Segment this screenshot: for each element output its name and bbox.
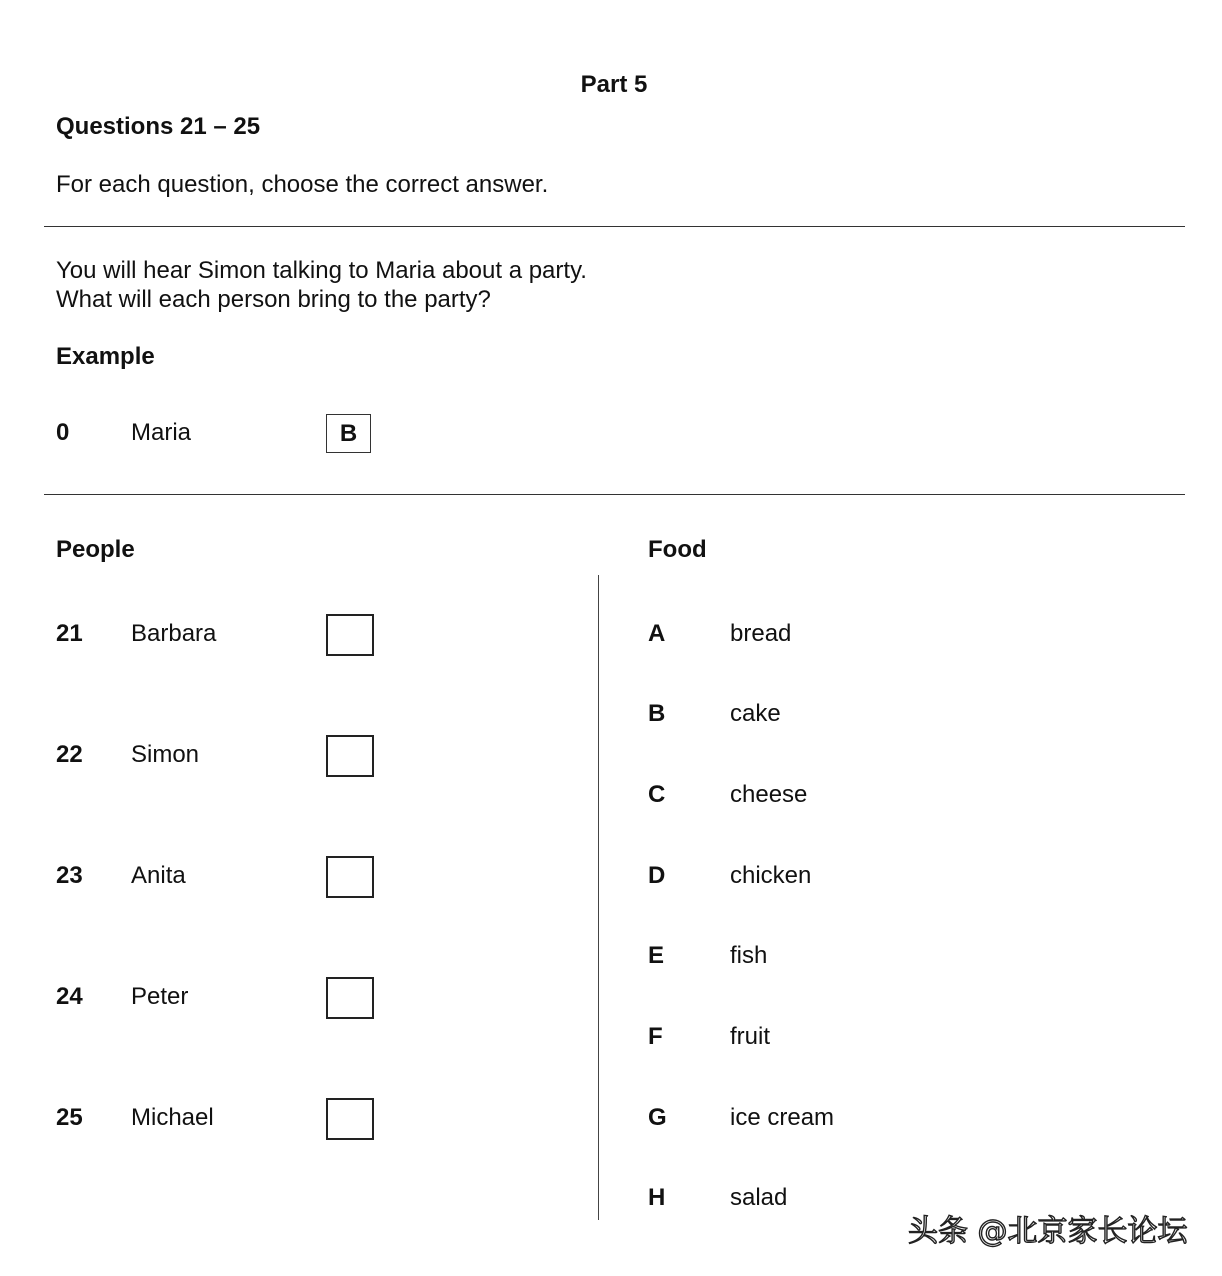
food-item-ice-cream: ice cream	[730, 1104, 835, 1131]
answer-box-21[interactable]	[326, 614, 374, 656]
food-item-cheese: cheese	[730, 781, 808, 808]
people-heading: People	[56, 536, 135, 563]
food-letter-c: C	[648, 781, 666, 808]
column-divider	[598, 575, 599, 1220]
example-number: 0	[56, 419, 70, 446]
answer-box-25[interactable]	[326, 1098, 374, 1140]
question-number: 24	[56, 983, 83, 1010]
example-answer: B	[339, 419, 358, 447]
food-letter-f: F	[648, 1023, 663, 1050]
example-heading: Example	[56, 343, 155, 370]
intro-line-1: You will hear Simon talking to Maria about a party.	[56, 257, 587, 284]
food-letter-b: B	[648, 700, 666, 727]
person-name: Peter	[131, 983, 189, 1010]
question-number: 23	[56, 862, 83, 889]
food-item-bread: bread	[730, 620, 792, 647]
person-name: Simon	[131, 741, 200, 768]
questions-range-heading: Questions 21 – 25	[56, 113, 261, 140]
example-name: Maria	[131, 419, 192, 446]
divider-top	[44, 226, 1185, 227]
person-name: Barbara	[131, 620, 217, 647]
answer-box-23[interactable]	[326, 856, 374, 898]
question-number: 22	[56, 741, 83, 768]
food-letter-a: A	[648, 620, 666, 647]
person-name: Anita	[131, 862, 186, 889]
food-item-cake: cake	[730, 700, 781, 727]
divider-middle	[44, 494, 1185, 495]
food-letter-d: D	[648, 862, 666, 889]
food-letter-e: E	[648, 942, 665, 969]
food-item-fruit: fruit	[730, 1023, 771, 1050]
food-item-fish: fish	[730, 942, 768, 969]
question-number: 21	[56, 620, 83, 647]
question-number: 25	[56, 1104, 83, 1131]
part-title: Part 5	[580, 71, 648, 98]
watermark-text: 头条 @北京家长论坛	[908, 1214, 1188, 1249]
food-item-salad: salad	[730, 1184, 788, 1211]
food-item-chicken: chicken	[730, 862, 812, 889]
instruction-text: For each question, choose the correct answer.	[56, 171, 549, 198]
answer-box-22[interactable]	[326, 735, 374, 777]
intro-line-2: What will each person bring to the party?	[56, 286, 491, 313]
example-answer-box	[326, 414, 371, 453]
answer-box-24[interactable]	[326, 977, 374, 1019]
food-heading: Food	[648, 536, 707, 563]
person-name: Michael	[131, 1104, 214, 1131]
food-letter-g: G	[648, 1104, 667, 1131]
food-letter-h: H	[648, 1184, 666, 1211]
